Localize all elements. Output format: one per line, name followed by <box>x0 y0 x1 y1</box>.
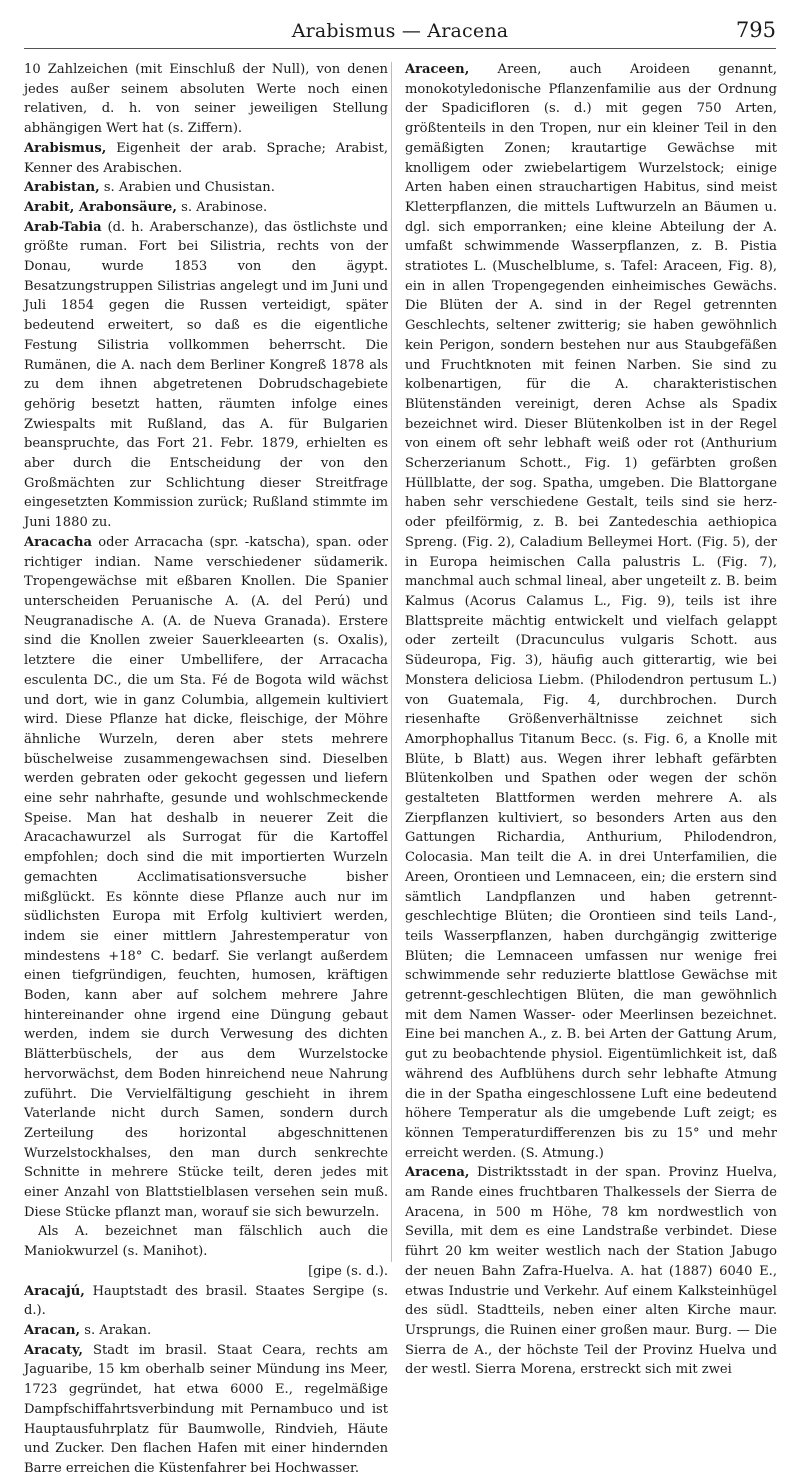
entry-text: Eigenheit der arab. Sprache; Arabist, Kenner des Arabischen. <box>24 140 388 176</box>
entry-headword: Aracan, <box>24 1323 81 1338</box>
dictionary-entry <box>24 533 388 1223</box>
dictionary-entry <box>405 1163 777 1380</box>
entry-headword: Arab-Tabia <box>24 219 102 235</box>
entry-text: Areen, auch Aroideen genannt, monokotyledonische Pflanzenfamilie aus der Ordnung der Spadicifloren (s. d.) mit gegen 750 Arten, größtenteils in den Tropen, nur ein kleiner Teil in den gemäßigten Zonen; krautartige Gewächse mit knolligem oder zwiebelartigem Wurzelstock; einige Arten haben einen strauchartigen Habitus, sind meist Kletterpflanzen, die mittels Luftwurzeln an Bäumen u. dgl. sich emporranken; eine kleine Abteilung der A. umfaßt schwimmende Wasserpflanzen, z. B. Pistia stratiotes L. (Muschelblume, s. Tafel: Araceen, Fig. 8), ein in allen Tropengegenden einheimisches Gewächs. Die Blüten der A. sind in der Regel getrennten Geschlechts, seltener zwitterig; sie haben gewöhnlich kein Perigon, sondern bestehen nur aus Staubgefäßen und Fruchtknoten mit feinen Narben. Sie sind zu kolbenartigen, für die A. charakteristischen Blütenständen vereinigt, deren Achse als Spadix bezeichnet wird. Dieser Blütenkolben ist in der Regel von einem oft sehr lebhaft weiß oder rot (Anthurium Scherzerianum Schott., Fig. 1) gefärbten großen Hüllblatte, der sog. Spatha, umgeben. Die Blattorgane haben sehr verschiedene Gestalt, teils sind sie herz- oder pfeilförmig, z. B. bei Zantedeschia aethiopica Spreng. (Fig. 2), Caladium Belleymei Hort. (Fig. 5), der in Europa heimischen Calla palustris L. (Fig. 7), manchmal auch schmal lineal, aber ungeteilt z. B. beim Kalmus (Acorus Calamus L., Fig. 9), teils ist ihre Blattspreite mächtig entwickelt und vielfach gelappt oder zerteilt (Dracunculus vulgaris Schott. aus Südeuropa, Fig. 3), häufig auch gitterartig, wie bei Monstera deliciosa Liebm. (Philodendron pertusum L.) von Guatemala, Fig. 4, durchbrochen. Durch riesenhafte Größenverhältnisse zeichnet sich Amorphophallus Titanum Becc. (s. Fig. 6, a Knolle mit Blüte, b Blatt) aus. Wegen ihrer lebhaft gefärbten Blütenkolben und Spathen oder wegen der schön gestalteten Blattformen werden mehrere A. als Zierpflanzen kultiviert, so besonders Arten aus den Gattungen Richardia, Anthurium, Philodendron, Colocasia. Man teilt die A. in drei Unterfamilien, die Areen, Orontieen und Lemnaceen, ein; die erstern sind sämtlich Landpflanzen und haben getrennt-geschlechtige Blüten; die Orontieen sind teils Land-, teils Wasserpflanzen, haben durchgängig zwitterige Blüten; die Lemnaceen umfassen nur wenige frei schwimmende sehr reduzierte blattlose Gewächse mit getrennt-geschlechtigen Blüten, die man gewöhnlich mit dem Namen Wasser- oder Meerlinsen bezeichnet. Eine bei manchen A., z. B. bei Arten der Gattung Arum, gut zu beobachtende physiol. Eigentümlichkeit ist, daß während des Aufblühens durch sehr lebhafte Atmung die in der Spatha eingeschlossene Luft eine bedeutend höhere Temperatur als die umgebende Luft zeigt; es können Temperaturdifferenzen bis zu 15° und mehr erreicht werden. (S. Atmung.) <box>405 62 777 1161</box>
entry-text: oder Arracacha (spr. -katscha), span. oder richtiger indian. Name verschiedener südamerik. Tropengewächse mit eßbaren Knollen. Die Spanier unterscheiden Peruanische A. (A. del Perú) und Neugranadische A. (A. de Nueva Granada). Erstere sind die Knollen zweier Sauerkleearten (s. Oxalis), letztere die einer Umbellifere, der Arracacha esculenta DC., die um Sta. Fé de Bogota wild wächst und dort, wie in ganz Columbia, allgemein kultiviert wird. Diese Pflanze hat dicke, fleischige, der Möhre ähnliche Wurzeln, deren aber stets mehrere büschelweise zusammengewachsen sind. Dieselben werden gebraten oder gekocht gegessen und liefern eine sehr nahrhafte, gesunde und wohlschmeckende Speise. Man hat deshalb in neuerer Zeit die Aracachawurzel als Surrogat für die Kartoffel empfohlen; doch sind die mit importierten Wurzeln gemachten Acclimatisationsversuche bisher mißglückt. Es könnte diese Pflanze auch nur im südlichsten Europa mit Erfolg kultiviert werden, indem sie einer mittlern Jahrestemperatur von mindestens +18° C. bedarf. Sie verlangt außerdem einen tiefgründigen, feuchten, humosen, kräftigen Boden, kann aber auf solchem mehrere Jahre hintereinander ohne irgend eine Düngung gebaut werden, indem sie durch Verwesung des dichten Blätterbüschels, der aus dem Wurzelstocke hervorwächst, dem Boden hinreichend neue Nahrung zuführt. Die Vervielfältigung geschieht in ihrem Vaterlande nicht durch Samen, sondern durch Zerteilung des horizontal abgeschnittenen Wurzelstockhalses, den man durch senkrechte Schnitte in mehrere Stücke teilt, deren jedes mit einer Anzahl von Blattstielblasen versehen sein muß. Diese Stücke pflanzt man, worauf sie sich bewurzeln. <box>24 534 388 1220</box>
running-title: Arabismus — Aracena <box>291 20 509 42</box>
entry-headword: Arabistan, <box>24 180 100 196</box>
entry-headword: Arabismus, <box>24 140 107 156</box>
dictionary-entry <box>24 60 388 139</box>
right-column <box>405 60 777 1380</box>
dictionary-entry <box>24 198 388 218</box>
entry-text: s. Arakan. <box>80 1323 152 1338</box>
dictionary-entry <box>24 1222 388 1281</box>
dictionary-entry <box>24 218 388 533</box>
dictionary-entry <box>24 1321 388 1341</box>
entry-continuation: [gipe (s. d.). <box>308 1263 388 1279</box>
entry-headword: Aracajú, <box>24 1283 85 1299</box>
dictionary-entry <box>405 60 777 1163</box>
entry-text: s. Arabinose. <box>176 199 268 215</box>
dictionary-entry <box>24 1282 388 1321</box>
entry-headword: Aracaty, <box>24 1342 83 1358</box>
entry-headword: Araceen, <box>405 62 470 77</box>
dictionary-entry <box>24 139 388 178</box>
entry-text: Distriktsstadt in der span. Provinz Huelva, am Rande eines fruchtbaren Thalkessels der Sierra de Aracena, in 500 m Höhe, 78 km nordwestlich von Sevilla, mit dem es eine Landstraße verbindet. Diese führt 20 km weiter westlich nach der Station Jabugo der neuen Bahn Zafra-Huelva. A. hat (1887) 6040 E., etwas Industrie und Verkehr. Auf einem Kalksteinhügel des südl. Stadtteils, neben einer alten Kirche maur. Ursprungs, die Ruinen einer großen maur. Burg. — Die Sierra de A., der höchste Teil der Provinz Huelva und der westl. Sierra Morena, erstreckt sich mit zwei <box>405 1165 777 1378</box>
entry-text: Stadt im brasil. Staat Ceara, rechts am Jaguaribe, 15 km oberhalb seiner Mündung ins Meer, 1723 gegründet, hat etwa 6000 E., regelmäßige Dampfschiffahrtsverbindung mit Pernambuco und ist Hauptausfuhrplatz für Baumwolle, Rindvieh, Häute und Zucker. Den flachen Hafen mit einer hindernden Barre erreichen die Küstenfahrer bei Hochwasser. <box>24 1342 388 1476</box>
entry-text: s. Arabien und Chusistan. <box>99 180 275 196</box>
entry-headword: Aracacha <box>24 534 92 550</box>
entry-headword: Arabit, Arabonsäure, <box>24 199 177 215</box>
entry-text: Als A. bezeichnet man fälschlich auch die Maniokwurzel (s. Manihot). <box>24 1224 388 1260</box>
page-number: 795 <box>735 18 776 42</box>
dictionary-entry <box>24 178 388 198</box>
entry-headword: Aracena, <box>405 1165 470 1181</box>
page-header <box>24 18 776 49</box>
entry-text: (d. h. Araberschanze), das östlichste und größte ruman. Fort bei Silistria, rechts von der Donau, wurde 1853 von den ägypt. Besatzungstruppen Silistrias angelegt und im Juni und Juli 1854 gegen die Russen verteidigt, später bedeutend erweitert, so daß es die eigentliche Festung Silistria vollkommen beherrscht. Die Rumänen, die A. nach dem Berliner Kongreß 1878 als zu dem ihnen abgetretenen Dobrudschagebiete gehörig besetzt hatten, räumten infolge eines Zwiespalts mit Rußland, das A. für Bulgarien beanspruchte, das Fort 21. Febr. 1879, erhielten es aber durch die Entscheidung der von den Großmächten zur Schlichtung dieser Streitfrage eingesetzten Kommission zurück; Rußland stimmte im Juni 1880 zu. <box>24 219 388 531</box>
entry-text: 10 Zahlzeichen (mit Einschluß der Null), von denen jedes außer seinem absoluten Werte noch einen relativen, d. h. von seiner jeweiligen Stellung abhängigen Wert hat (s. Ziffern). <box>24 62 388 137</box>
entry-text: Hauptstadt des brasil. Staates Sergipe (s. d.). <box>24 1283 388 1319</box>
dictionary-entry <box>24 1341 388 1479</box>
column-divider <box>391 62 392 1262</box>
